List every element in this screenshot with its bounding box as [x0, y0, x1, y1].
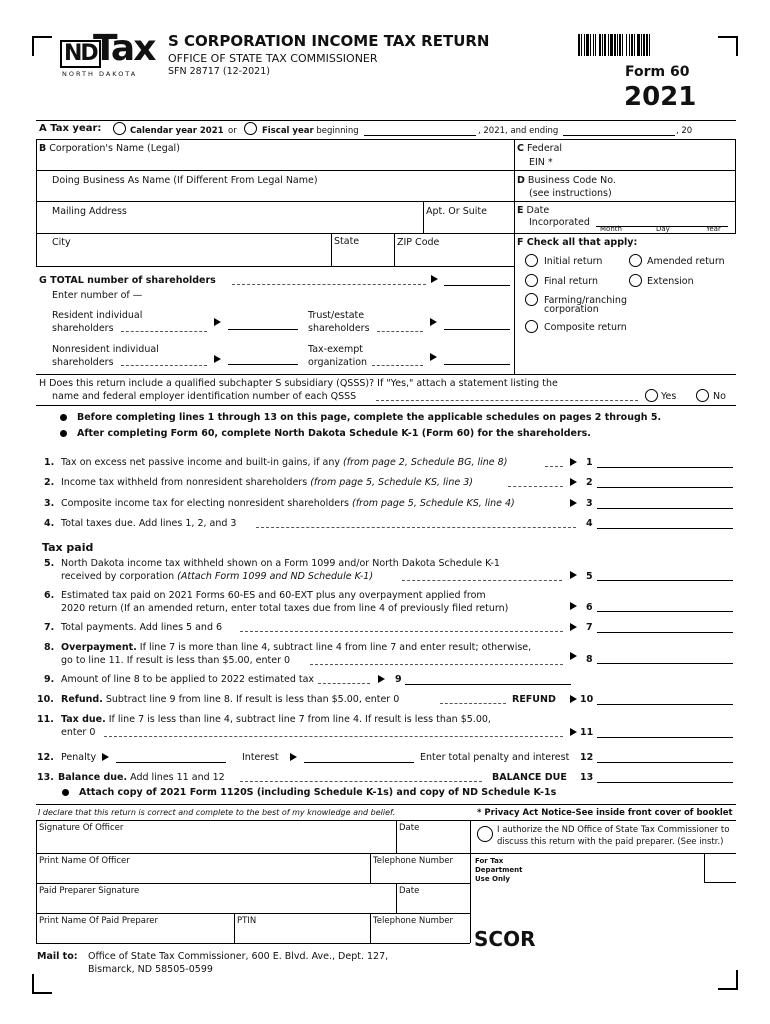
arrow-icon	[570, 695, 577, 703]
penalty-label: Penalty	[61, 752, 97, 763]
extension-label: Extension	[647, 276, 694, 287]
arrow-icon	[214, 355, 221, 363]
line-5-number: 5.	[44, 558, 55, 569]
barcode-bar	[637, 34, 640, 56]
line-4-number: 4.	[44, 518, 55, 529]
day-label: Day	[656, 225, 670, 233]
bullet-icon	[60, 430, 67, 437]
line-4-field[interactable]	[597, 528, 733, 529]
line-10-number: 10.	[37, 694, 54, 705]
signature-officer-label: Signature Of Officer	[39, 823, 124, 833]
arrow-icon	[570, 458, 577, 466]
line-6-box: 6	[586, 602, 593, 613]
arrow-icon	[570, 728, 577, 736]
authorize-text-2: discuss this return with the paid preparer. (See instr.)	[497, 837, 724, 847]
barcode-bar	[581, 34, 582, 56]
initial-return-label: Initial return	[544, 256, 603, 267]
line-12-number: 12.	[37, 752, 54, 763]
check-apply-label: F Check all that apply:	[517, 237, 638, 248]
arrow-icon	[102, 753, 109, 761]
line-8-number: 8.	[44, 642, 55, 653]
amended-return-label: Amended return	[647, 256, 725, 267]
line-10-box: 10	[580, 694, 594, 705]
line-3-text: Composite income tax for electing nonresident shareholders (from page 5, Schedule KS, line 4)	[61, 498, 515, 509]
line-4-box: 4	[586, 518, 593, 529]
line-1-field[interactable]	[597, 467, 733, 468]
trust-field[interactable]	[444, 329, 510, 330]
line-2-text: Income tax withheld from nonresident shareholders (from page 5, Schedule KS, line 3)	[61, 477, 473, 488]
line-5-text-2: received by corporation (Attach Form 1099 and ND Schedule K-1)	[61, 571, 374, 582]
state-label: State	[334, 236, 360, 247]
line-6-number: 6.	[44, 590, 55, 601]
line-9-number: 9.	[44, 674, 55, 685]
barcode-bar	[590, 34, 591, 56]
line-1-number: 1.	[44, 457, 55, 468]
exempt-label: Tax-exempt	[308, 344, 363, 355]
bullet-icon	[60, 414, 67, 421]
line-7-field[interactable]	[597, 632, 733, 633]
barcode-bar	[631, 34, 633, 56]
calendar-year-radio[interactable]	[113, 122, 126, 135]
tax-year-label: A Tax year:	[39, 123, 102, 134]
corner-mark	[32, 974, 52, 994]
line-6-text: Estimated tax paid on 2021 Forms 60-ES and 60-EXT plus any overpayment applied from	[61, 590, 486, 601]
business-code-sub: (see instructions)	[529, 188, 612, 199]
federal-label: C Federal	[517, 143, 563, 154]
logo-tax: Tax	[93, 28, 155, 69]
date-label-2: Date	[399, 886, 420, 896]
arrow-icon	[378, 675, 385, 683]
month-label: Month	[600, 225, 622, 233]
arrow-icon	[570, 652, 577, 660]
city-label: City	[52, 237, 71, 248]
ein-label: EIN *	[529, 157, 553, 168]
arrow-icon	[570, 499, 577, 507]
date-label: Date	[399, 823, 420, 833]
logo-nd: ND	[60, 40, 101, 68]
farming-label-2: corporation	[544, 304, 599, 315]
barcode-bar	[622, 34, 623, 56]
telephone-label: Telephone Number	[373, 856, 454, 866]
nonresident-field[interactable]	[228, 364, 298, 365]
qsss-question: H Does this return include a qualified subchapter S subsidiary (QSSS)? If "Yes," attach a statement listing the	[39, 378, 558, 389]
mail-to-label: Mail to:	[37, 951, 78, 962]
fiscal-end: , 20	[676, 126, 693, 136]
barcode-bar	[586, 34, 589, 56]
arrow-icon	[214, 318, 221, 326]
preparer-signature-label: Paid Preparer Signature	[39, 886, 140, 896]
or-text: or	[228, 126, 237, 136]
qsss-question-2: name and federal employer identification number of each QSSS	[52, 391, 357, 402]
resident-field[interactable]	[228, 329, 298, 330]
attach-note: Attach copy of 2021 Form 1120S (including Schedule K-1s) and copy of ND Schedule K-1s	[79, 787, 557, 798]
preparer-name-label: Print Name Of Paid Preparer	[39, 916, 158, 926]
composite-label: Composite return	[544, 322, 627, 333]
line-3-number: 3.	[44, 498, 55, 509]
mail-address-1: Office of State Tax Commissioner, 600 E. Blvd. Ave., Dept. 127,	[88, 951, 389, 962]
total-penalty-label: Enter total penalty and interest	[420, 752, 570, 763]
line-9-box: 9	[395, 674, 402, 685]
balance-due-label: BALANCE DUE	[492, 772, 567, 783]
nonresident-label-2: shareholders	[52, 357, 114, 368]
barcode-bar	[604, 34, 606, 56]
line-1-box: 1	[586, 457, 593, 468]
line-11-box: 11	[580, 727, 594, 738]
line-6-text-2: 2020 return (If an amended return, enter total taxes due from line 4 of previously filed return)	[61, 603, 509, 614]
line-8-text-2: go to line 11. If result is less than $5.00, enter 0	[61, 655, 291, 666]
barcode-bar	[599, 34, 601, 56]
interest-label: Interest	[242, 752, 279, 763]
trust-label: Trust/estate	[308, 310, 365, 321]
form-number: Form 60	[625, 64, 690, 80]
line-7-number: 7.	[44, 622, 55, 633]
amended-return-radio[interactable]	[629, 254, 642, 267]
line-2-field[interactable]	[597, 487, 733, 488]
barcode-bar	[593, 34, 594, 56]
arrow-icon	[430, 318, 437, 326]
mail-address-2: Bismarck, ND 58505-0599	[88, 964, 213, 975]
barcode-bar	[608, 34, 609, 56]
line-10-text: Refund. Subtract line 9 from line 8. If result is less than $5.00, enter 0	[61, 694, 400, 705]
telephone-label-2: Telephone Number	[373, 916, 454, 926]
line-2-number: 2.	[44, 477, 55, 488]
total-shareholders-label: G TOTAL number of shareholders	[39, 275, 216, 286]
penalty-field[interactable]	[116, 762, 226, 763]
sfn: SFN 28717 (12-2021)	[168, 66, 270, 77]
note-1: Before completing lines 1 through 13 on this page, complete the applicable schedules on pages 2 through 5.	[77, 412, 662, 423]
line-13-number: 13.	[37, 772, 54, 783]
line-10-field[interactable]	[597, 704, 733, 705]
line-13-text: Balance due. Add lines 11 and 12	[58, 772, 225, 783]
zip-label: ZIP Code	[397, 237, 440, 248]
qsss-no-radio[interactable]	[696, 389, 709, 402]
line-11-text: Tax due. If line 7 is less than line 4, subtract line 7 from line 4. If result is less than $5.00,	[61, 714, 491, 725]
arrow-icon	[570, 571, 577, 579]
agency: OFFICE OF STATE TAX COMMISSIONER	[168, 52, 378, 65]
barcode-bar	[619, 34, 621, 56]
line-3-field[interactable]	[597, 508, 733, 509]
enter-number-label: Enter number of —	[52, 290, 143, 301]
barcode-bar	[584, 34, 585, 56]
exempt-label-2: organization	[308, 357, 368, 368]
line-9-text: Amount of line 8 to be applied to 2022 estimated tax	[61, 674, 315, 685]
barcode-bar	[595, 34, 596, 56]
fiscal-year-radio[interactable]	[244, 122, 257, 135]
trust-label-2: shareholders	[308, 323, 370, 334]
composite-radio[interactable]	[525, 320, 538, 333]
line-11-text-2: enter 0	[61, 727, 96, 738]
initial-return-radio[interactable]	[525, 254, 538, 267]
line-8-field[interactable]	[597, 663, 733, 664]
form-title: S CORPORATION INCOME TAX RETURN	[168, 32, 490, 50]
privacy-notice: * Privacy Act Notice-See inside front cover of booklet	[477, 808, 733, 818]
barcode-bar	[646, 34, 648, 56]
corp-name-label: B Corporation's Name (Legal)	[39, 143, 180, 154]
farming-label: Farming/ranching	[544, 295, 627, 306]
arrow-icon	[431, 275, 438, 283]
declaration: I declare that this return is correct and complete to the best of my knowledge and belief.	[38, 808, 396, 817]
final-return-radio[interactable]	[525, 274, 538, 287]
tax-paid-heading: Tax paid	[42, 541, 94, 554]
line-13-box: 13	[580, 772, 594, 783]
total-shareholders-field[interactable]	[444, 285, 510, 286]
line-7-text: Total payments. Add lines 5 and 6	[61, 622, 223, 633]
final-return-label: Final return	[544, 276, 598, 287]
line-12-box: 12	[580, 752, 594, 763]
line-6-field[interactable]	[597, 611, 733, 612]
barcode-bar	[602, 34, 603, 56]
business-code-label: D Business Code No.	[517, 175, 616, 186]
note-2: After completing Form 60, complete North Dakota Schedule K-1 (Form 60) for the shareholders.	[77, 428, 591, 439]
barcode-bar	[626, 34, 627, 56]
interest-field[interactable]	[304, 762, 414, 763]
arrow-icon	[570, 623, 577, 631]
line-5-box: 5	[586, 571, 593, 582]
use-only-label: Use Only	[475, 875, 510, 883]
resident-label: Resident individual	[52, 310, 143, 321]
calendar-year-label: Calendar year 2021	[130, 126, 224, 136]
corner-mark	[718, 36, 738, 56]
line-7-box: 7	[586, 622, 593, 633]
form-year: 2021	[624, 82, 697, 112]
line-11-number: 11.	[37, 714, 54, 725]
for-tax-label: For Tax	[475, 857, 504, 865]
line-2-box: 2	[586, 477, 593, 488]
fiscal-year-label: Fiscal year beginning	[262, 126, 359, 136]
fiscal-begin-field[interactable]	[364, 135, 476, 136]
apt-label: Apt. Or Suite	[426, 206, 487, 217]
barcode-bar	[614, 34, 616, 56]
barcode-bar	[610, 34, 613, 56]
scor-code: SCOR	[474, 927, 536, 951]
extension-radio[interactable]	[629, 274, 642, 287]
barcode-bar	[578, 34, 580, 56]
line-3-box: 3	[586, 498, 593, 509]
corner-mark	[718, 970, 738, 990]
year-label: Year	[706, 225, 721, 233]
fiscal-mid: , 2021, and ending	[478, 126, 559, 136]
nonresident-label: Nonresident individual	[52, 344, 159, 355]
line-13-field[interactable]	[597, 782, 733, 783]
authorize-text: I authorize the ND Office of State Tax Commissioner to	[497, 825, 730, 835]
department-label: Department	[475, 866, 523, 874]
farming-radio[interactable]	[525, 293, 538, 306]
line-5-text: North Dakota income tax withheld shown on a Form 1099 and/or North Dakota Schedule K-1	[61, 558, 500, 569]
logo-state: NORTH DAKOTA	[62, 70, 138, 78]
line-8-box: 8	[586, 654, 593, 665]
dba-label: Doing Business As Name (If Different From Legal Name)	[52, 175, 318, 186]
qsss-no-label: No	[713, 391, 726, 402]
barcode-bar	[641, 34, 642, 56]
barcode-bar	[629, 34, 630, 56]
authorize-radio[interactable]	[477, 826, 493, 842]
line-11-field[interactable]	[597, 737, 733, 738]
corner-mark	[32, 36, 52, 56]
qsss-yes-radio[interactable]	[645, 389, 658, 402]
arrow-icon	[290, 753, 297, 761]
date-inc-label: E Date	[517, 205, 550, 216]
fiscal-end-field[interactable]	[563, 135, 675, 136]
resident-label-2: shareholders	[52, 323, 114, 334]
print-officer-label: Print Name Of Officer	[39, 856, 130, 866]
ptin-label: PTIN	[237, 916, 257, 926]
line-1-text: Tax on excess net passive income and built-in gains, if any (from page 2, Schedule BG, line 8)	[61, 457, 508, 468]
barcode-bar	[649, 34, 650, 56]
line-12-field[interactable]	[597, 762, 733, 763]
arrow-icon	[430, 353, 437, 361]
line-9-field[interactable]	[405, 684, 571, 685]
barcode-bar	[617, 34, 618, 56]
refund-label: REFUND	[512, 694, 556, 705]
line-5-field[interactable]	[597, 580, 733, 581]
exempt-field[interactable]	[444, 364, 510, 365]
line-8-text: Overpayment. If line 7 is more than line 4, subtract line 4 from line 7 and enter result; otherwise,	[61, 642, 532, 653]
arrow-icon	[570, 478, 577, 486]
mailing-label: Mailing Address	[52, 206, 127, 217]
nd-tax-logo	[60, 28, 156, 78]
barcode-bar	[634, 34, 635, 56]
barcode-bar	[643, 34, 645, 56]
bullet-icon	[62, 789, 69, 796]
arrow-icon	[570, 602, 577, 610]
qsss-yes-label: Yes	[661, 391, 677, 402]
barcode	[578, 34, 696, 56]
line-4-text: Total taxes due. Add lines 1, 2, and 3	[61, 518, 237, 529]
date-inc-sub: Incorporated	[529, 217, 590, 228]
